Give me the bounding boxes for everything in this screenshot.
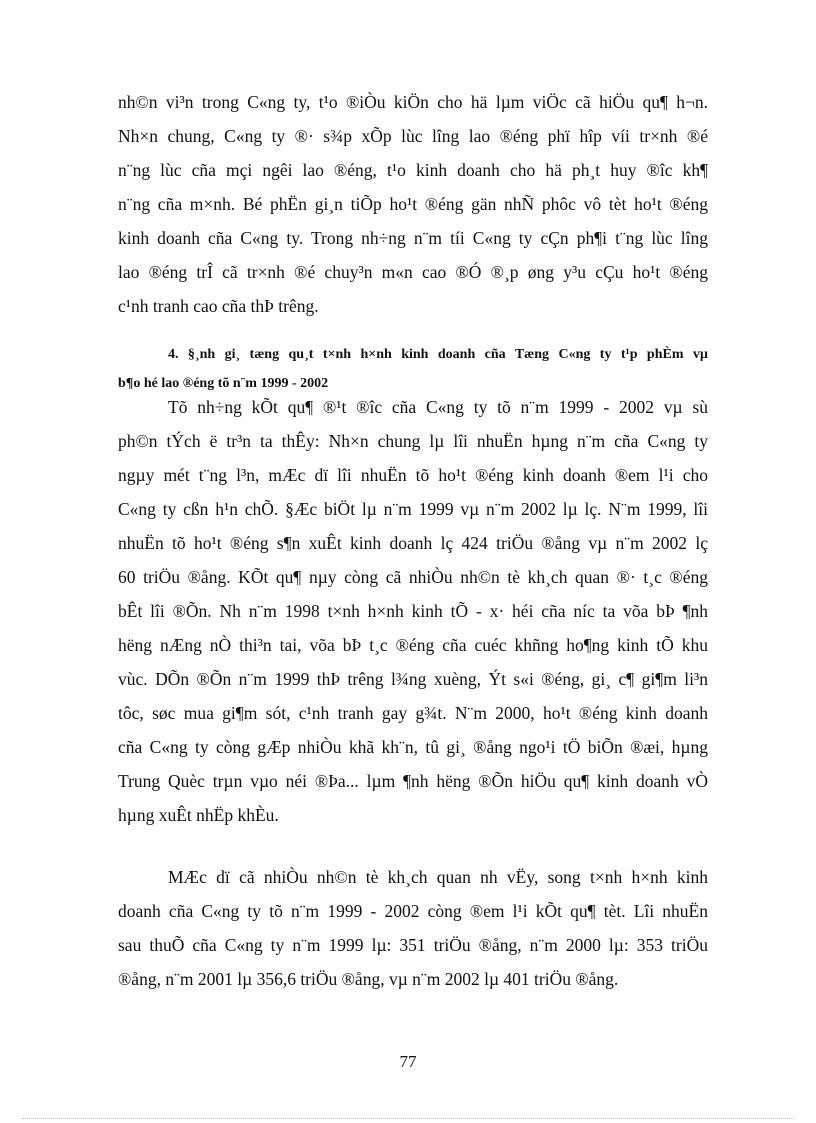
text-line: hµng xuÊt nhËp khÈu. [118, 805, 279, 825]
paragraph-1 [118, 85, 708, 323]
paragraph-2 [118, 390, 708, 832]
text-line: n¨ng lùc cña mçi ngêi lao ®éng, t¹o kinh doanh cho hä ph¸t huy ®îc kh¶ [118, 160, 708, 180]
text-line: MÆc dï cã nhiÒu nh©n tè kh¸ch quan nh vËy, song t×nh h×nh kinh [168, 867, 708, 887]
text-line: Tõ nh÷ng kÕt qu¶ ®¹t ®îc cña C«ng ty tõ n¨m 1999 - 2002 vµ sù [168, 397, 708, 417]
text-line: doanh cña C«ng ty tõ n¨m 1999 - 2002 còng ®em l¹i kÕt qu¶ tèt. Lîi nhuËn [118, 901, 708, 921]
text-line: tôc, søc mua gi¶m sót, c¹nh tranh gay g¾t. N¨m 2000, ho¹t ®éng kinh doanh [118, 703, 708, 723]
text-line: lao ®éng trÎ cã tr×nh ®é chuy³n m«n cao ®Ó ®¸p øng y³u cÇu ho¹t ®éng [118, 262, 708, 282]
page-number: 77 [399, 1052, 417, 1071]
text-line: 60 triÖu ®ång. KÕt qu¶ nµy còng cã nhiÒu nh©n tè kh¸ch quan ®· t¸c ®éng [118, 567, 708, 587]
text-line: Nh×n chung, C«ng ty ®· s¾p xÕp lùc lîng lao ®éng phï hîp víi tr×nh ®é [118, 126, 708, 146]
text-line: C«ng ty cßn h¹n chÕ. §Æc biÖt lµ n¨m 1999 vµ n¨m 2002 lµ lç. N¨m 1999, lîi [118, 499, 708, 519]
heading-line: b¶o hé lao ®éng tõ n¨m 1999 - 2002 [118, 376, 329, 391]
text-line: kinh doanh cña C«ng ty. Trong nh÷ng n¨m tíi C«ng ty cÇn ph¶i t¨ng lùc lîng [118, 228, 708, 248]
text-line: nhuËn tõ ho¹t ®éng s¶n xuÊt kinh doanh lç 424 triÖu ®ång vµ n¨m 2002 lç [118, 533, 708, 553]
text-line: cña C«ng ty còng gÆp nhiÒu khã kh¨n, tû gi¸ ®ång ngo¹i tÖ biÕn ®æi, hµng [118, 737, 708, 757]
text-line: n¨ng cña m×nh. Bé phËn gi¸n tiÕp ho¹t ®éng gän nhÑ phôc vô tèt ho¹t ®éng [118, 194, 708, 214]
page-bottom-divider [22, 1118, 794, 1119]
text-line: ®ång, n¨m 2001 lµ 356,6 triÖu ®ång, vµ n¨m 2002 lµ 401 triÖu ®ång. [118, 969, 619, 989]
text-line: hëng nÆng nÒ thi³n tai, võa bÞ t¸c ®éng cña cuéc khñng ho¶ng kinh tÕ khu [118, 635, 708, 655]
text-line: ph©n tÝch ë tr³n ta thÊy: Nh×n chung lµ lîi nhuËn hµng n¨m cña C«ng ty [118, 431, 708, 451]
text-line: nh©n vi³n trong C«ng ty, t¹o ®iÒu kiÖn cho hä lµm viÖc cã hiÖu qu¶ h¬n. [118, 92, 708, 112]
text-line: sau thuÕ cña C«ng ty n¨m 1999 lµ: 351 triÖu ®ång, n¨m 2000 lµ: 353 triÖu [118, 935, 708, 955]
text-line: bÊt lîi ®Õn. Nh n¨m 1998 t×nh h×nh kinh tÕ - x· héi cña níc ta võa bÞ ¶nh [118, 601, 708, 621]
text-line: vùc. DÕn ®Õn n¨m 1999 thÞ trêng l¾ng xuèng, Ýt s«i ®éng, gi¸ c¶ gi¶m li³n [118, 669, 708, 689]
text-line: Trung Quèc trµn vµo néi ®Þa... lµm ¶nh hëng ®Õn hiÖu qu¶ kinh doanh vÒ [118, 771, 708, 791]
heading-line: 4. §¸nh gi¸ tæng qu¸t t×nh h×nh kinh doanh cña Tæng C«ng ty t¹p phÈm vµ [168, 347, 708, 362]
text-line: ngµy mét t¨ng l³n, mÆc dï lîi nhuËn tõ ho¹t ®éng kinh doanh ®em l¹i cho [118, 465, 708, 485]
text-line: c¹nh tranh cao cña thÞ trêng. [118, 296, 319, 316]
paragraph-3 [118, 860, 708, 996]
